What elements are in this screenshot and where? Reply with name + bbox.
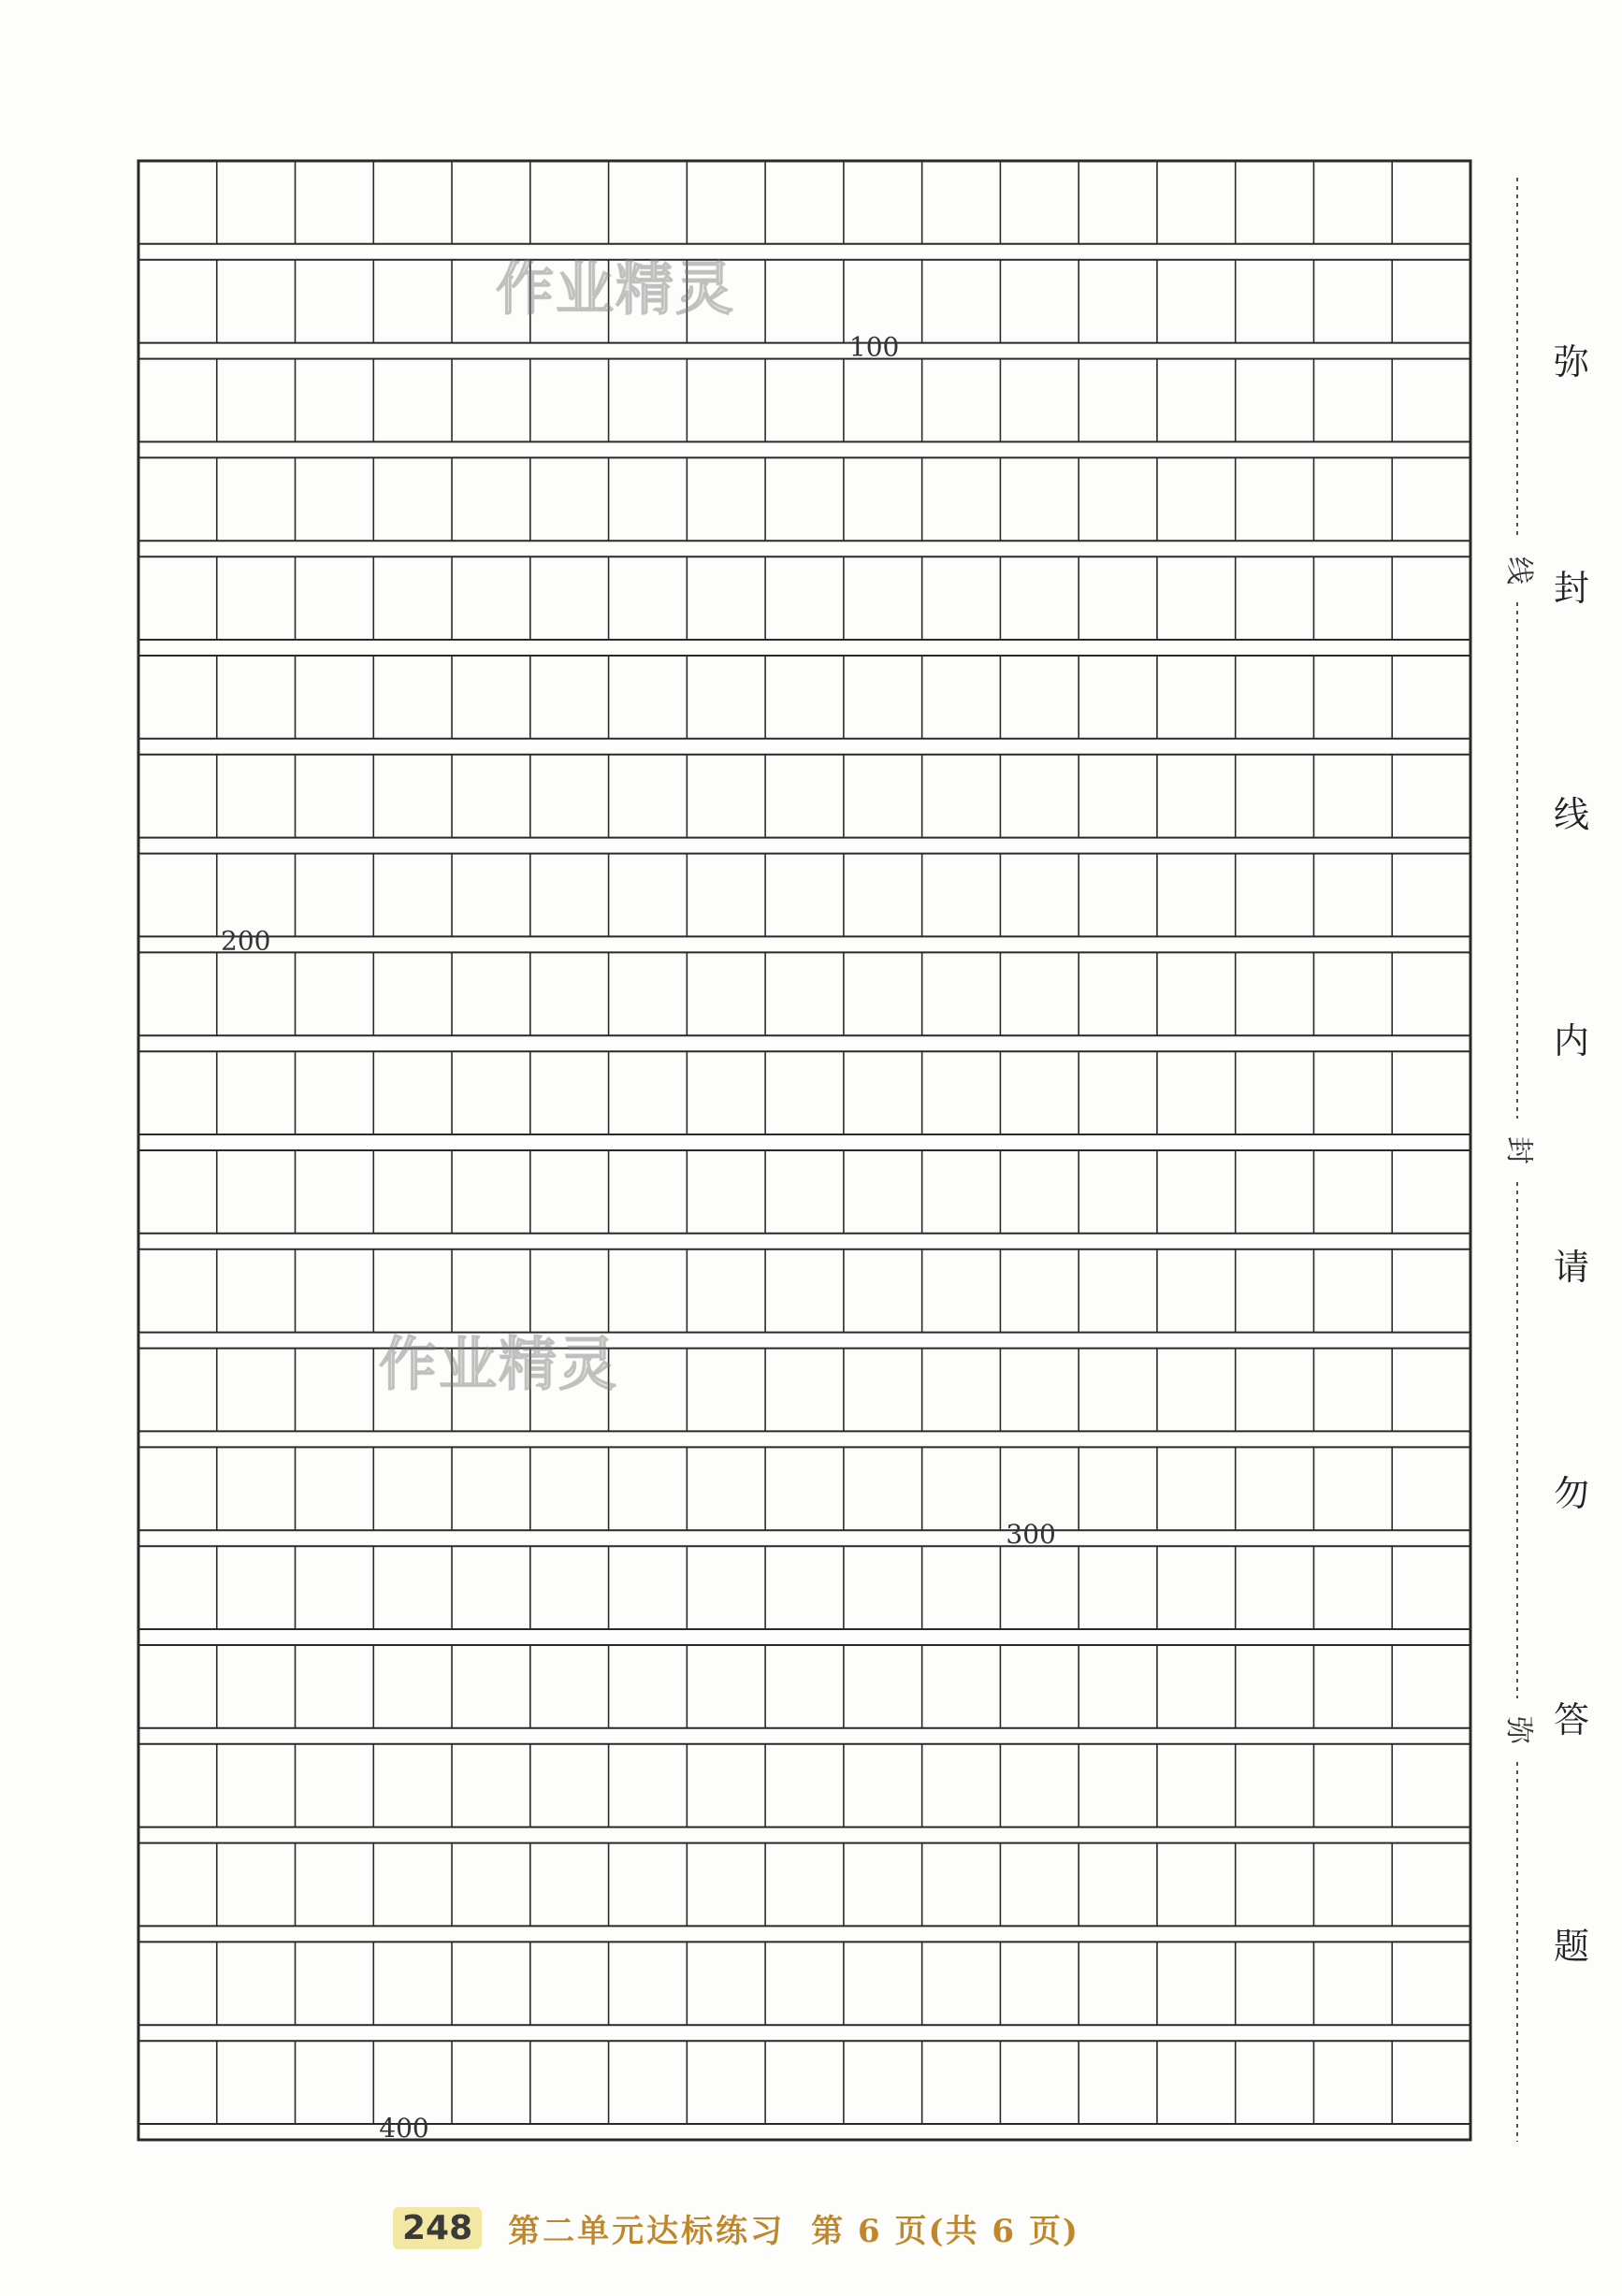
grid-row — [138, 161, 1470, 244]
footer-page-info: 第 6 页(共 6 页) — [811, 2212, 1079, 2250]
binding-margin — [1502, 178, 1590, 2142]
grid-row — [138, 1546, 1470, 1629]
binding-notice-char: 封 — [1553, 568, 1590, 609]
binding-notice-char: 题 — [1553, 1926, 1590, 1967]
binding-notice-char: 勿 — [1553, 1473, 1590, 1514]
grid-row — [138, 1645, 1470, 1728]
binding-mark: 弥 — [1502, 1716, 1535, 1744]
composition-grid — [138, 161, 1470, 2140]
word-count-mark: 200 — [221, 925, 271, 957]
grid-row — [138, 1051, 1470, 1134]
watermarks — [379, 254, 735, 1398]
footer-title: 第二单元达标练习 — [508, 2212, 786, 2250]
watermark-text: 作业精灵 — [379, 1330, 619, 1398]
grid-row — [138, 457, 1470, 541]
grid-row — [138, 556, 1470, 640]
binding-mark: 线 — [1502, 556, 1535, 585]
binding-notice-char: 内 — [1553, 1020, 1590, 1061]
grid-row — [138, 1249, 1470, 1333]
word-count-mark: 100 — [848, 331, 900, 363]
grid-row — [138, 1349, 1470, 1432]
binding-mark: 封 — [1502, 1136, 1535, 1164]
grid-row — [138, 2041, 1470, 2124]
grid-row — [138, 755, 1470, 838]
grid-row — [138, 1150, 1470, 1234]
grid-row — [138, 952, 1470, 1035]
grid-row — [138, 1744, 1470, 1827]
binding-notice-char: 答 — [1553, 1699, 1590, 1740]
grid-row — [138, 656, 1470, 739]
grid-row — [138, 854, 1470, 937]
binding-notice-char: 线 — [1553, 794, 1590, 835]
binding-notice-char: 请 — [1553, 1247, 1590, 1288]
watermark-text: 作业精灵 — [496, 254, 736, 323]
grid-row — [138, 1942, 1470, 2025]
grid-row — [138, 1843, 1470, 1927]
grid-row — [138, 1447, 1470, 1530]
page-number: 248 — [393, 2207, 482, 2249]
binding-notice-char: 弥 — [1553, 341, 1590, 383]
word-count-marks — [221, 332, 1056, 2144]
grid-row — [138, 260, 1470, 343]
word-count-mark: 300 — [1006, 1519, 1056, 1551]
word-count-mark: 400 — [379, 2113, 429, 2144]
page-footer — [393, 2200, 1079, 2256]
grid-row — [138, 359, 1470, 442]
